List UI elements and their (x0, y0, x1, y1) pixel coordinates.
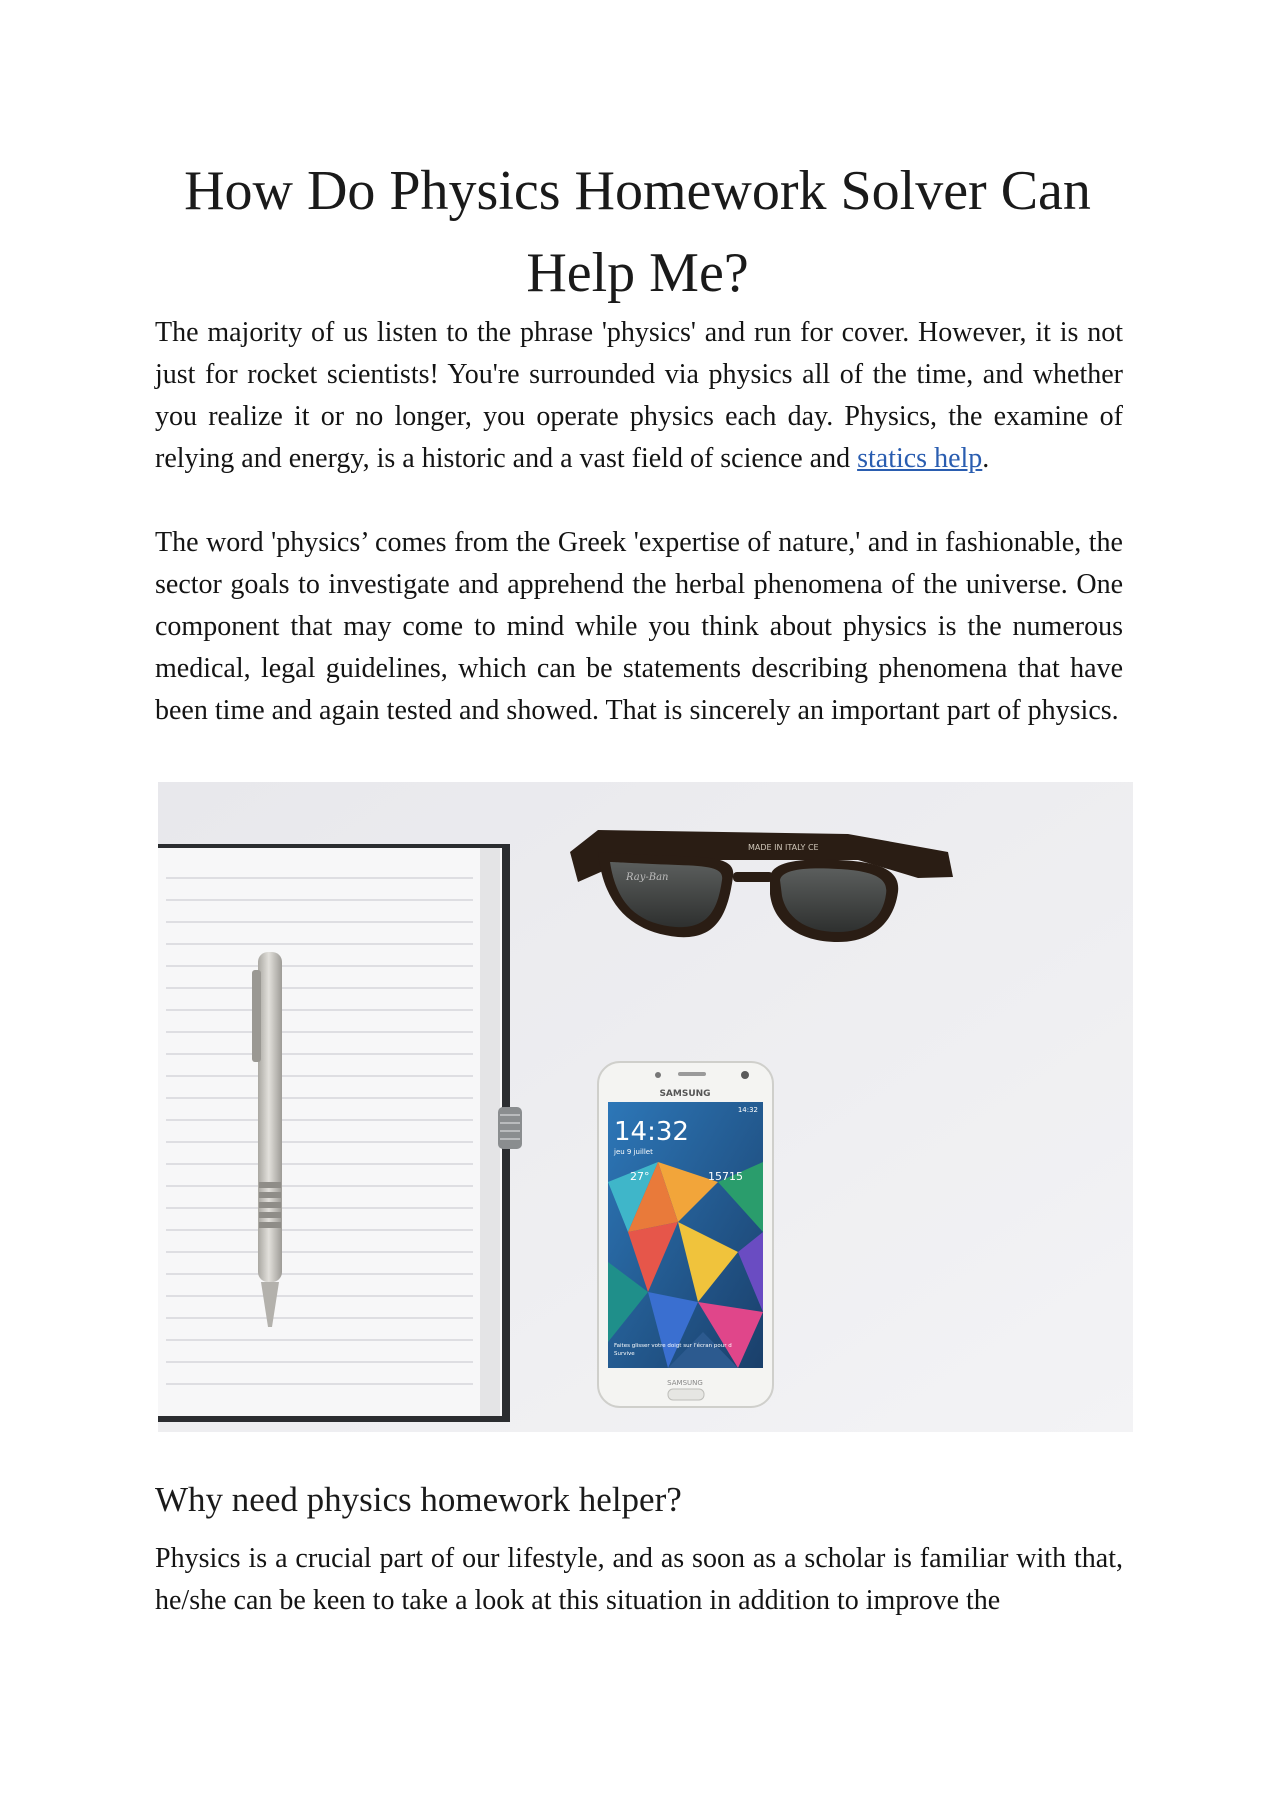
phone-hint-line1: Faites glisser votre doigt sur l'écran pour d (614, 1343, 732, 1349)
phone-home-button (668, 1389, 704, 1400)
desk-photo (158, 782, 1133, 1432)
phone-weather-temp: 27° (630, 1170, 650, 1183)
intro-text: The majority of us listen to the phrase 'physics' and run for cover. However, it is not just for rocket scientists! You're surrounded via physics all of the time, and whether you realize it or no longer, you operate physics each day. Physics, the examine of relying and energy, is a historic and a vast field of science and (155, 317, 1123, 474)
statics-help-link[interactable]: statics help (857, 443, 983, 474)
section-paragraph: Physics is a crucial part of our lifestyle, and as soon as a scholar is familiar with that, he/she can be keen to take a look at this situation in addition to improve the (155, 1543, 1123, 1616)
intro-paragraph (155, 312, 1123, 480)
sunglasses-brand: Ray-Ban (626, 872, 669, 883)
etymology-paragraph: The word 'physics’ comes from the Greek 'expertise of nature,' and in fashionable, the sector goals to investigate and apprehend the herbal phenomena of the universe. One component that may come to mind while you think about physics is the numerous medical, legal guidelines, which can be statements describing phenomena that have been time and again tested and showed. That is sincerely an important part of physics. (155, 527, 1123, 726)
notebook (158, 844, 522, 1422)
smartphone (598, 1062, 773, 1407)
intro-text-end: . (982, 443, 990, 474)
page-title: How Do Physics Homework Solver Can Help Me? (184, 160, 1091, 304)
phone-brand-bottom: SAMSUNG (667, 1379, 703, 1387)
phone-brand-top: SAMSUNG (659, 1089, 711, 1099)
phone-clock: 14:32 (614, 1117, 689, 1147)
phone-steps: 15715 (708, 1170, 743, 1183)
sunglasses-arm-text: MADE IN ITALY CE (748, 843, 819, 852)
phone-status-time: 14:32 (737, 1106, 758, 1114)
phone-date: jeu 9 juillet (614, 1148, 653, 1156)
section-heading: Why need physics homework helper? (155, 1480, 682, 1519)
elastic-band (498, 1107, 522, 1149)
phone-hint-line2: Survive (614, 1351, 635, 1357)
